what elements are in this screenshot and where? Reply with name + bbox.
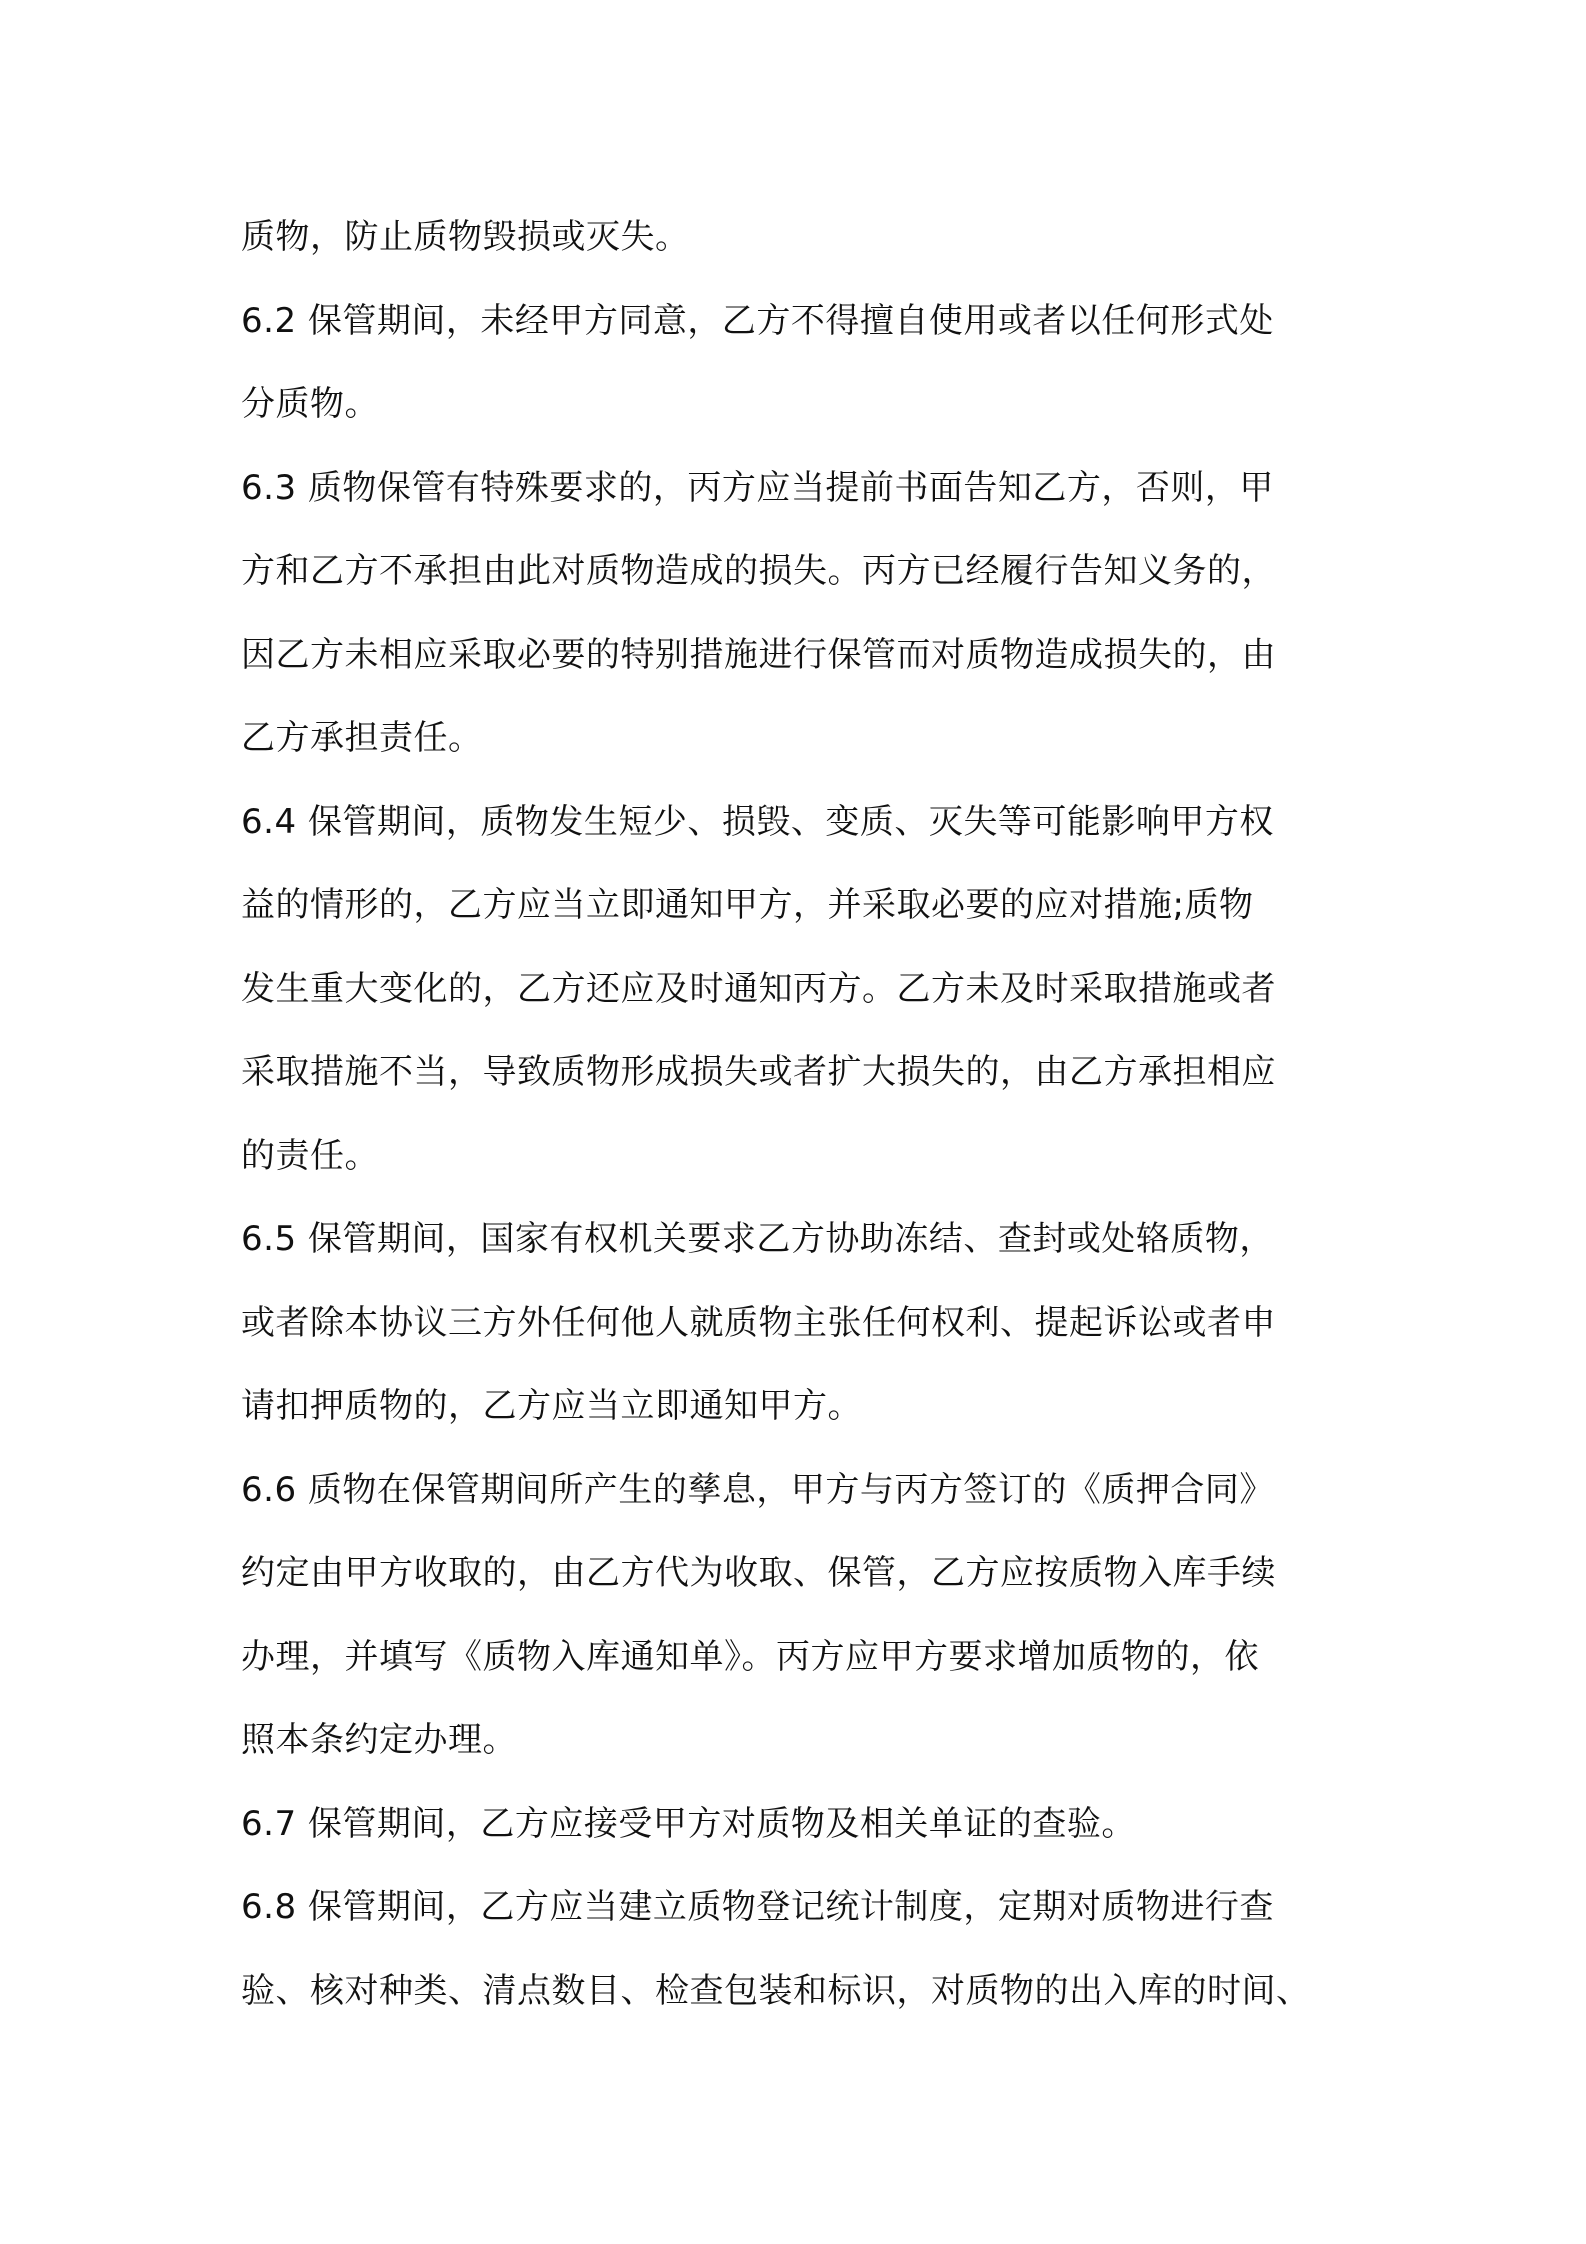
text-line: 发生重大变化的，乙方还应及时通知丙方。乙方未及时采取措施或者 — [241, 968, 1276, 1009]
text-line: 益的情形的，乙方应当立即通知甲方，并采取必要的应对措施;质物 — [241, 885, 1254, 925]
text-line: 验、核对种类、清点数目、检查包装和标识，对质物的出入库的时间、 — [241, 1970, 1311, 2011]
text-line: 采取措施不当，导致质物形成损失或者扩大损失的，由乙方承担相应 — [241, 1052, 1276, 1092]
text-line: 6.2 保管期间，未经甲方同意，乙方不得擅自使用或者以任何形式处 — [241, 300, 1274, 341]
text-line: 6.8 保管期间，乙方应当建立质物登记统计制度，定期对质物进行查 — [241, 1887, 1274, 1927]
text-line: 6.6 质物在保管期间所产生的孳息，甲方与丙方签订的《质押合同》 — [241, 1469, 1274, 1510]
text-line: 分质物。 — [241, 384, 379, 424]
text-line: 或者除本协议三方外任何他人就质物主张任何权利、提起诉讼或者申 — [241, 1302, 1276, 1343]
text-line: 约定由甲方收取的，由乙方代为收取、保管，乙方应按质物入库手续 — [241, 1553, 1276, 1593]
text-line: 因乙方未相应采取必要的特别措施进行保管而对质物造成损失的，由 — [241, 634, 1276, 675]
text-line: 乙方承担责任。 — [241, 718, 483, 758]
document-body — [241, 196, 1361, 2033]
text-line: 6.4 保管期间，质物发生短少、损毁、变质、灭失等可能影响甲方权 — [241, 801, 1274, 842]
text-line: 照本条约定办理。 — [241, 1720, 517, 1760]
text-line: 6.3 质物保管有特殊要求的，丙方应当提前书面告知乙方，否则，甲 — [241, 467, 1274, 508]
text-line: 6.7 保管期间，乙方应接受甲方对质物及相关单证的查验。 — [241, 1803, 1136, 1844]
text-line: 办理，并填写《质物入库通知单》。丙方应甲方要求增加质物的，依 — [241, 1636, 1259, 1677]
text-line: 质物，防止质物毁损或灭失。 — [241, 217, 690, 257]
text-line: 6.5 保管期间，国家有权机关要求乙方协助冻结、查封或处辂质物， — [241, 1219, 1274, 1259]
text-line: 的责任。 — [241, 1135, 379, 1176]
text-line: 方和乙方不承担由此对质物造成的损失。丙方已经履行告知义务的， — [241, 551, 1276, 591]
text-line: 请扣押质物的，乙方应当立即通知甲方。 — [241, 1386, 862, 1426]
